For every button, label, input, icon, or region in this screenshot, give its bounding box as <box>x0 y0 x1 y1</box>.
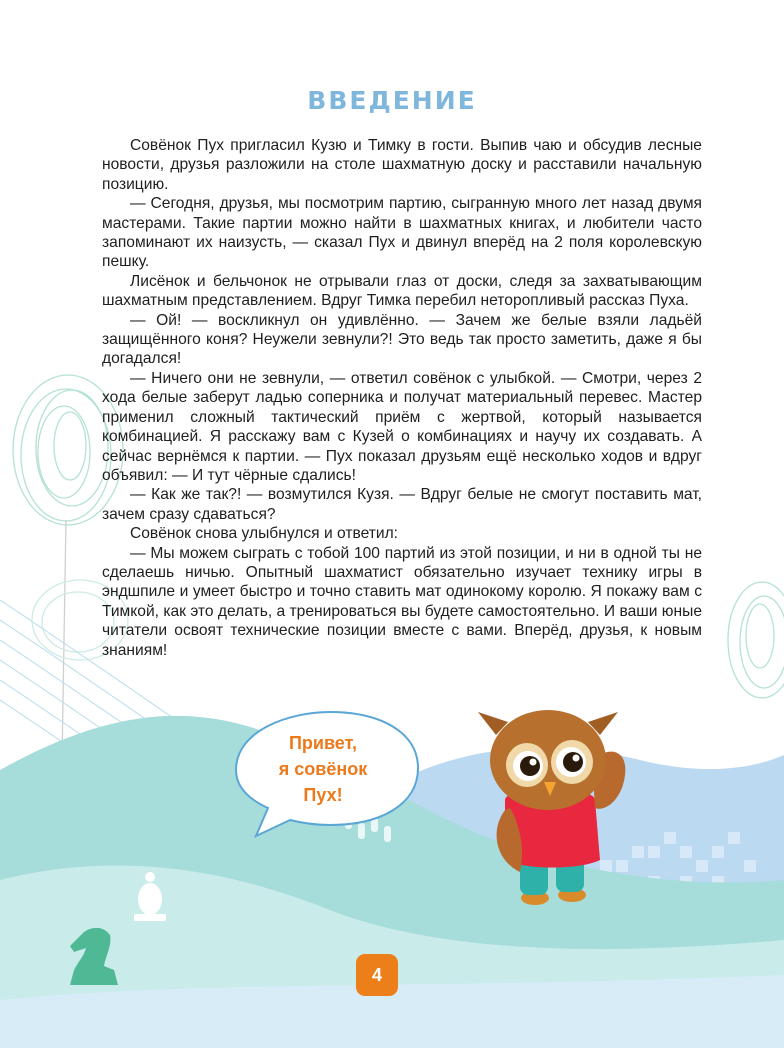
page-number-badge <box>356 954 398 996</box>
speech-line: я совёнок <box>278 759 368 779</box>
speech-bubble-text <box>248 730 398 808</box>
paragraph: Совёнок снова улыбнулся и ответил: <box>130 525 399 543</box>
paragraph: — Сегодня, друзья, мы посмотрим партию, сыгранную много лет назад двумя мастерами. Такие партии можно найти в шахматных книгах, и любители часто запоминают их наизусть, — сказал Пух и двинул вперёд на 2 поля королевскую пешку. <box>102 195 702 271</box>
tree-right-illustration <box>728 582 784 698</box>
paragraph: — Мы можем сыграть с тобой 100 партий из этой позиции, и ни в одной ты не сделаешь ничью. Опытный шахматист обязательно изучает технику игры в эндшпиле и умеет быстро и точно ставить мат одинокому королю. Я покажу вам с Тимкой, как это делать, а тренироваться вы будете самостоятельно. И ваши юные читатели освоят технические позиции вместе с вами. Вперёд, друзья, к новым знаниям! <box>102 544 702 659</box>
paragraph: Совёнок Пух пригласил Кузю и Тимку в гости. Выпив чаю и обсудив лесные новости, друзья разложили на столе шахматную доску и расставили начальную позицию. <box>102 137 702 193</box>
page-number: 4 <box>371 964 382 985</box>
paragraph: — Ой! — воскликнул он удивлённо. — Зачем же белые взяли ладьёй защищённого коня? Неужели зевнули?! Это ведь так просто заметить, даже я бы догадался! <box>102 311 702 368</box>
speech-line: Привет, <box>288 733 358 753</box>
paragraph: Лисёнок и бельчонок не отрывали глаз от доски, следя за захватывающим шахматным представлением. Вдруг Тимка перебил неторопливый рассказ Пуха. <box>102 272 702 310</box>
paragraph: — Как же так?! — возмутился Кузя. — Вдруг белые не смогут поставить мат, зачем сразу сдаваться? <box>102 486 702 523</box>
page-title: ВВЕДЕНИЕ <box>307 86 477 115</box>
speech-line: Пух! <box>303 785 343 805</box>
paragraph: — Ничего они не зевнули, — ответил совёнок с улыбкой. — Смотри, через 2 хода белые заберут ладью соперника и получат материальный перевес. Мастер применил сложный тактический приём с жертвой, который называется комбинацией. Я расскажу вам с Кузей о комбинациях и научу их создавать. А сейчас вернёмся к партии. — Пух показал друзьям ещё несколько ходов и вдруг объявил: — И тут чёрные сдались! <box>102 369 702 484</box>
intro-text <box>102 136 702 660</box>
